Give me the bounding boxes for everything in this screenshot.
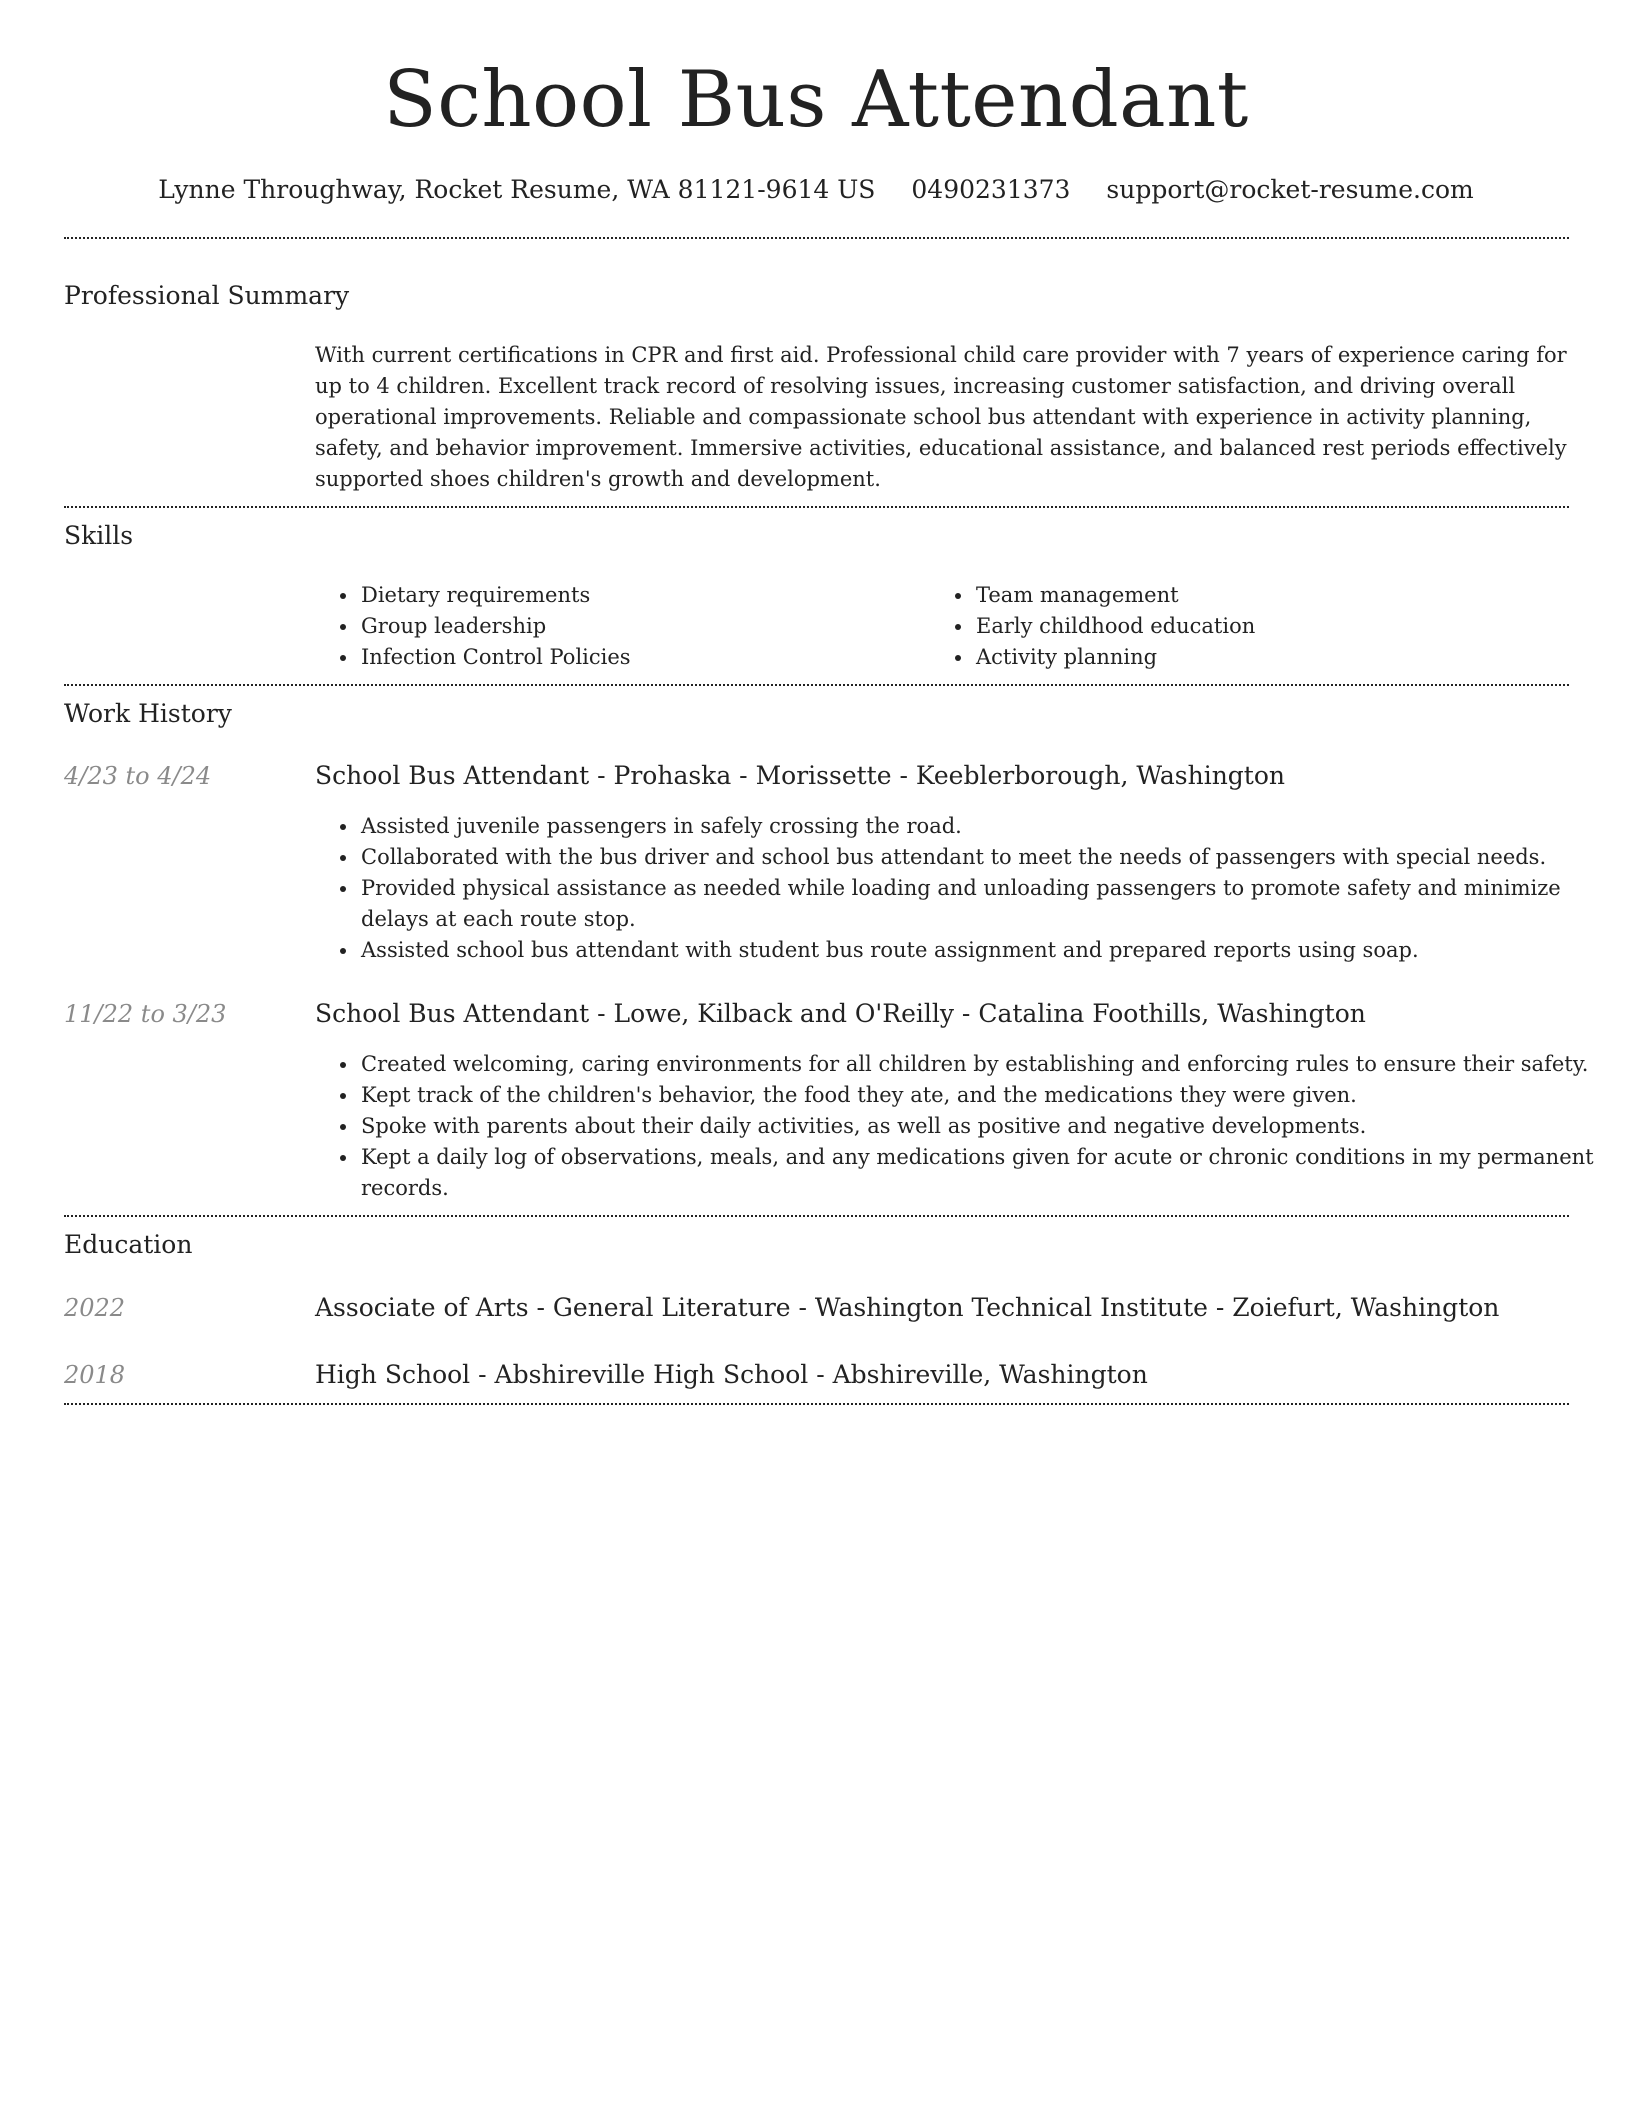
job-bullet: • Assisted juvenile passengers in safely crossing the road. xyxy=(359,811,1614,842)
education-title: Associate of Arts - General Literature - Washington Technical Institute - Zoiefurt, Washington xyxy=(315,1293,1500,1322)
job-bullets xyxy=(315,1049,1614,1204)
education-year: 2018 xyxy=(64,1361,126,1389)
section-divider xyxy=(64,684,1569,686)
contact-phone: 0490231373 xyxy=(911,175,1071,204)
section-heading-work: Work History xyxy=(64,699,232,728)
job-bullet: • Assisted school bus attendant with student bus route assignment and prepared reports using soap. xyxy=(359,935,1614,966)
contact-address: Lynne Throughway, Rocket Resume, WA 81121-9614 US xyxy=(158,175,876,204)
education-title: High School - Abshireville High School - Abshireville, Washington xyxy=(315,1360,1148,1389)
job-title: School Bus Attendant - Lowe, Kilback and O'Reilly - Catalina Foothills, Washington xyxy=(315,999,1366,1028)
job-bullet: • Created welcoming, caring environments for all children by establishing and enforcing rules to ensure their safety. xyxy=(359,1049,1614,1080)
contact-email: support@rocket-resume.com xyxy=(1106,175,1474,204)
section-heading-summary: Professional Summary xyxy=(64,281,350,310)
resume-title: School Bus Attendant xyxy=(383,55,1249,145)
education-year: 2022 xyxy=(64,1294,126,1322)
job-bullet: • Kept a daily log of observations, meals, and any medications given for acute or chronic conditions in my permanent records. xyxy=(359,1142,1614,1204)
skill-item: • Early childhood education xyxy=(974,611,1255,642)
section-divider xyxy=(64,1215,1569,1217)
contact-line xyxy=(0,170,1632,210)
section-heading-education: Education xyxy=(64,1230,193,1259)
job-bullets xyxy=(315,811,1614,966)
job-bullet: • Spoke with parents about their daily activities, as well as positive and negative developments. xyxy=(359,1111,1614,1142)
job-bullet: • Collaborated with the bus driver and school bus attendant to meet the needs of passengers with special needs. xyxy=(359,842,1614,873)
job-bullet: • Kept track of the children's behavior, the food they ate, and the medications they were given. xyxy=(359,1080,1614,1111)
section-divider xyxy=(64,506,1569,508)
skill-item: • Team management xyxy=(974,580,1255,611)
skill-item: • Dietary requirements xyxy=(359,580,631,611)
job-title: School Bus Attendant - Prohaska - Morissette - Keeblerborough, Washington xyxy=(315,761,1286,790)
skill-item: • Infection Control Policies xyxy=(359,642,631,673)
skill-item: • Activity planning xyxy=(974,642,1255,673)
section-divider xyxy=(64,1403,1569,1405)
job-bullet: • Provided physical assistance as needed while loading and unloading passengers to promote safety and minimize delays at each route stop. xyxy=(359,873,1614,935)
summary-text: With current certifications in CPR and first aid. Professional child care provider with 7 years of experience caring for up to 4 children. Excellent track record of resolving issues, increasing customer satisfaction, and driving overall operational improvements. Reliable and compassionate school bus attendant with experience in activity planning, safety, and behavior improvement. Immersive activities, educational assistance, and balanced rest periods effectively supported shoes children's growth and development. xyxy=(315,343,1567,491)
skill-item: • Group leadership xyxy=(359,611,631,642)
section-heading-skills: Skills xyxy=(64,521,134,550)
job-dates: 11/22 to 3/23 xyxy=(64,1000,227,1028)
skills-list-left xyxy=(315,580,631,673)
job-dates: 4/23 to 4/24 xyxy=(64,762,212,790)
skills-list-right xyxy=(930,580,1255,673)
section-divider xyxy=(64,237,1569,239)
